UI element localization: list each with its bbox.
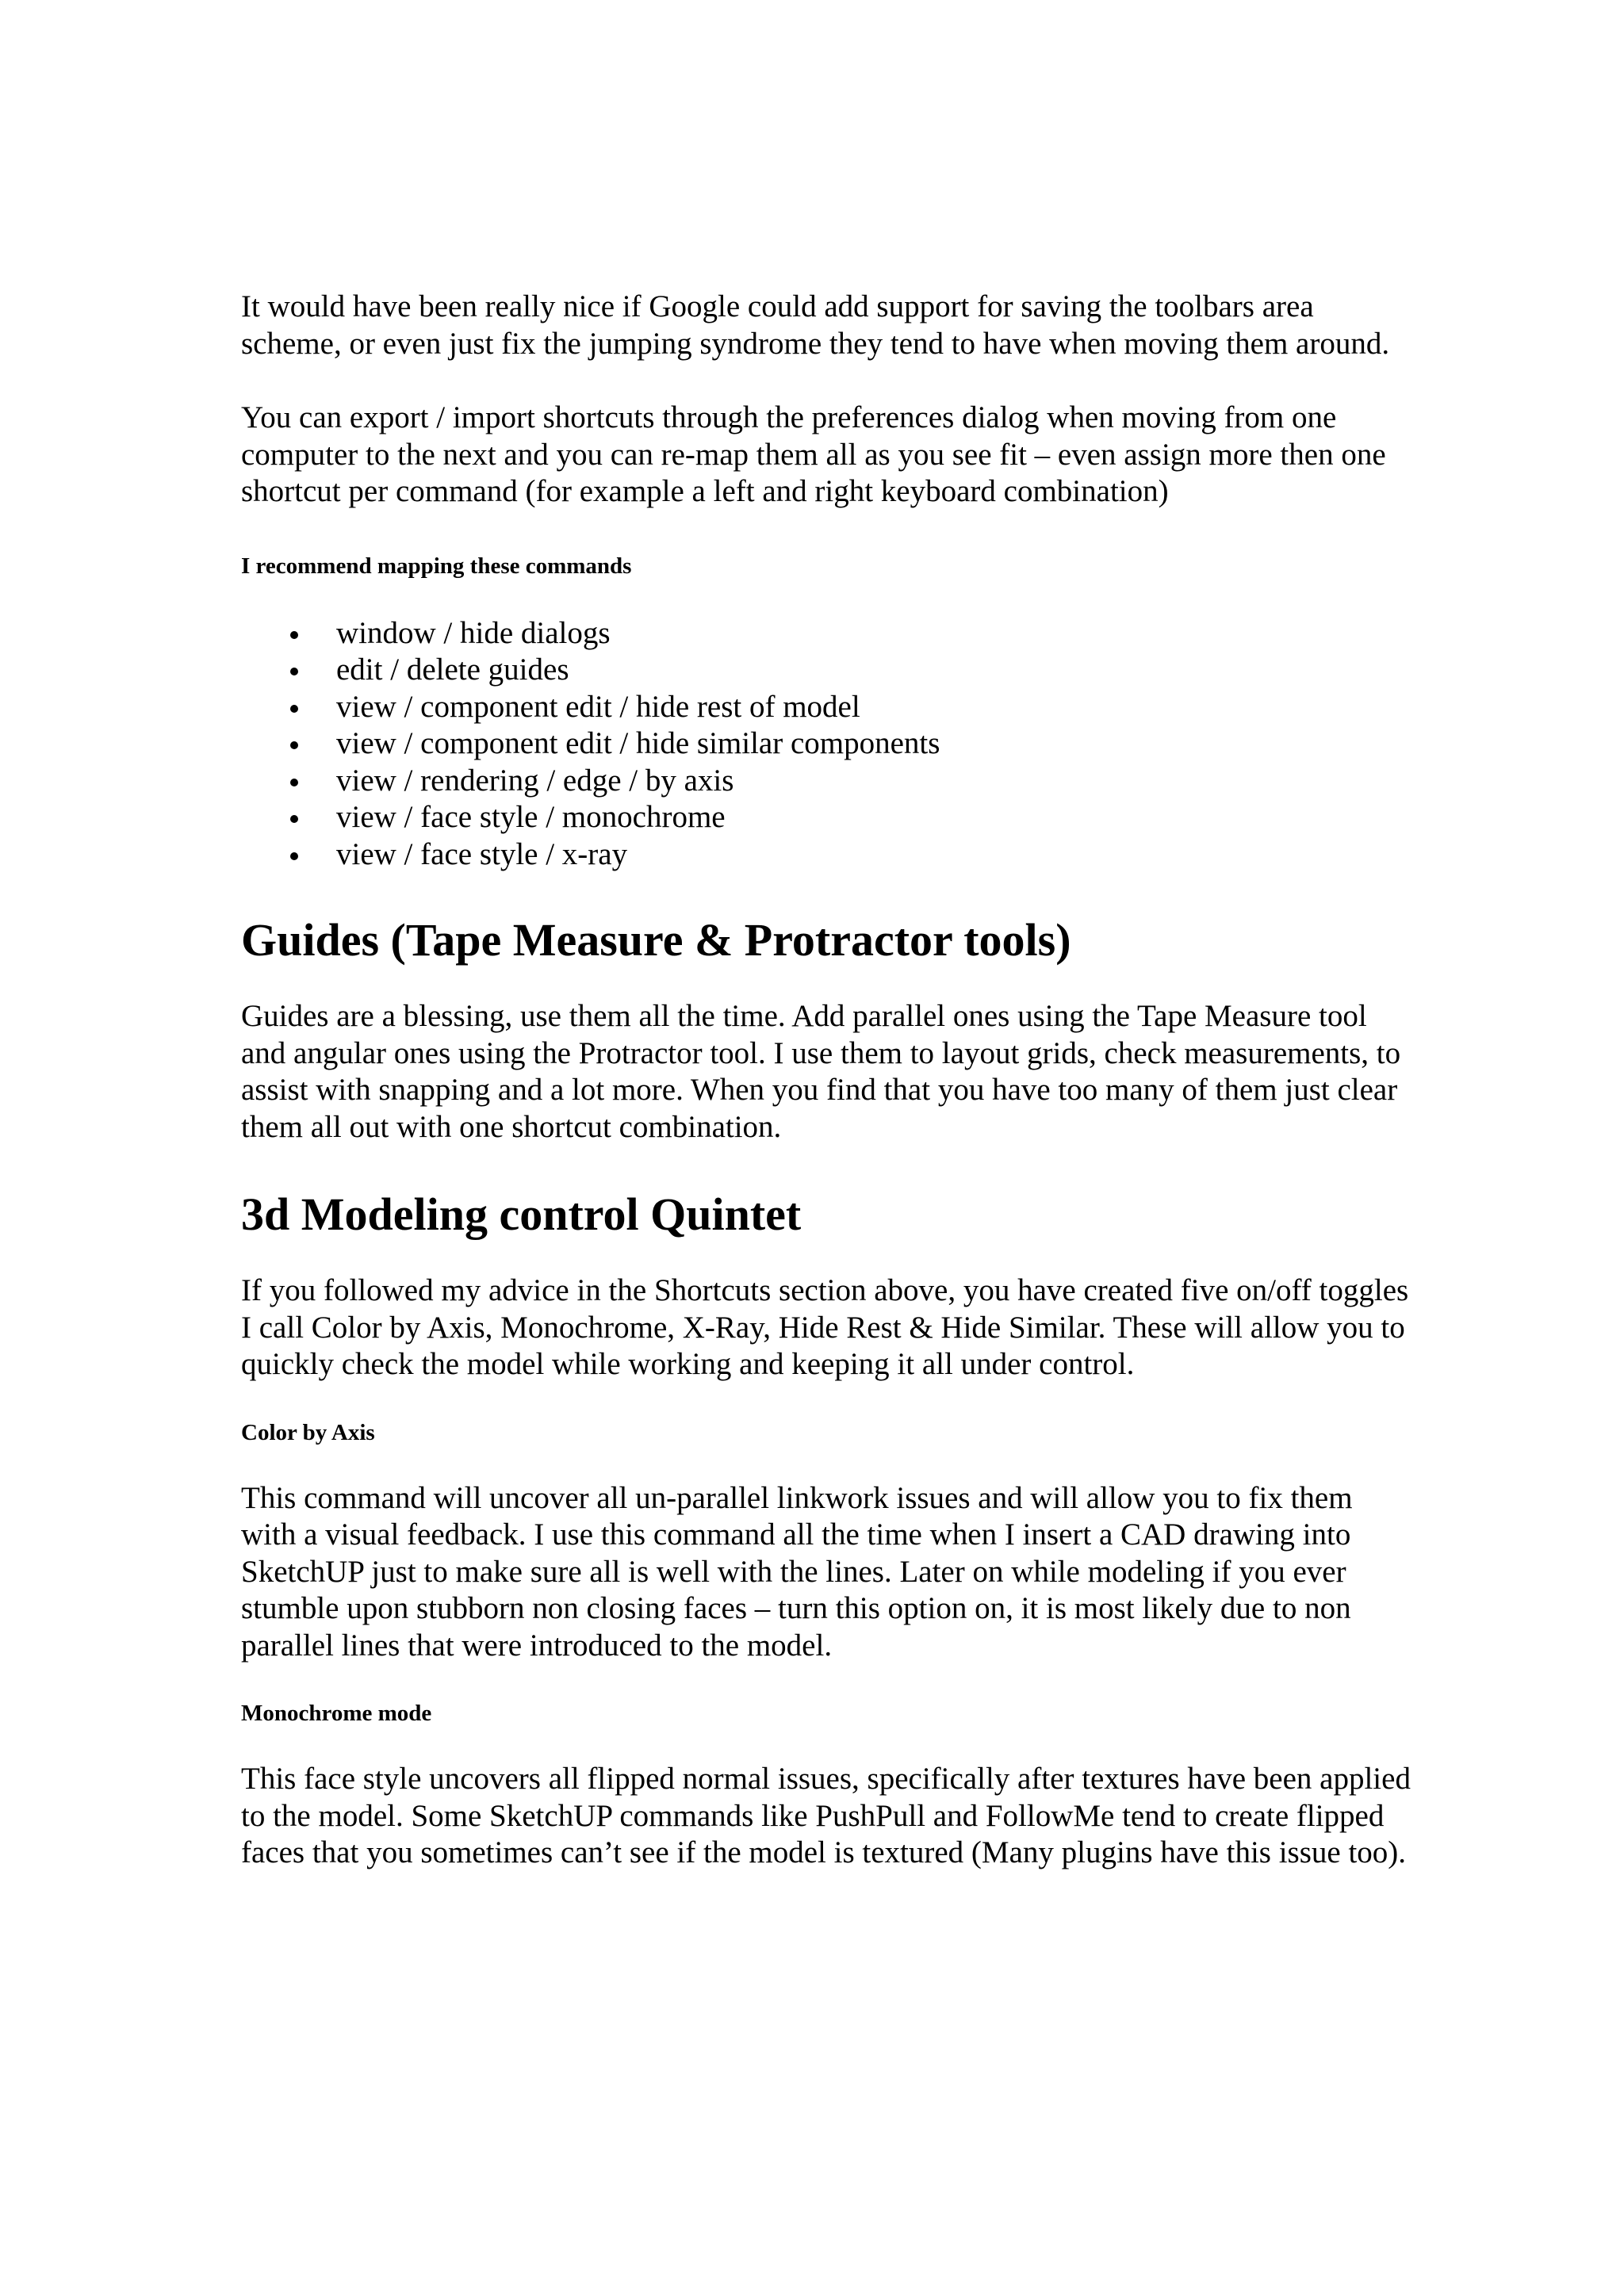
paragraph-color-by-axis: This command will uncover all un-parallel linkwork issues and will allow you to fix them with a visual feedback. I use this command all the time when I insert a CAD drawing into SketchUP just to make sure all is well with the lines. Later on while modeling if you ever stumble upon stubborn non closing faces – turn this option on, it is most likely due to non parallel lines that were introduced to the model. — [241, 1480, 1353, 1663]
list-item — [241, 725, 1415, 763]
subhead-color-by-axis: Color by Axis — [241, 1419, 375, 1445]
list-item-text: view / face style / x-ray — [336, 836, 628, 871]
bullet-icon — [290, 668, 298, 675]
bullet-icon — [290, 815, 298, 823]
paragraph-monochrome: This face style uncovers all flipped normal issues, specifically after textures have been applied to the model. Some SketchUP commands like PushPull and FollowMe tend to create flipped faces that you sometimes can’t see if the model is textured (Many plugins have this issue too). — [241, 1762, 1411, 1869]
bullet-icon — [290, 631, 298, 639]
list-item-text: view / rendering / edge / by axis — [336, 763, 734, 798]
list-item — [241, 615, 1415, 652]
list-item-text: view / face style / monochrome — [336, 800, 726, 834]
document-page — [241, 289, 1415, 1872]
bullet-icon — [290, 852, 298, 860]
list-item — [241, 689, 1415, 726]
list-item — [241, 652, 1415, 689]
list-item-text: window / hide dialogs — [336, 615, 611, 650]
list-item — [241, 836, 1415, 874]
subhead-monochrome: Monochrome mode — [241, 1701, 432, 1726]
bullet-icon — [290, 741, 298, 749]
heading-guides: Guides (Tape Measure & Protractor tools) — [241, 914, 1071, 966]
list-item — [241, 763, 1415, 800]
command-list — [241, 615, 1415, 874]
bullet-icon — [290, 779, 298, 786]
subhead-recommend: I recommend mapping these commands — [241, 553, 632, 579]
bullet-icon — [290, 705, 298, 713]
paragraph-toolbars: It would have been really nice if Google could add support for saving the toolbars area scheme, or even just fix the jumping syndrome they tend to have when moving them around. — [241, 289, 1390, 361]
list-item-text: view / component edit / hide similar components — [336, 726, 940, 760]
paragraph-shortcuts: You can export / import shortcuts through the preferences dialog when moving from one computer to the next and you can re-map them all as you see fit – even assign more then one shortcut per command (for example a left and right keyboard combination) — [241, 400, 1386, 508]
list-item-text: edit / delete guides — [336, 652, 569, 687]
list-item-text: view / component edit / hide rest of model — [336, 689, 860, 724]
heading-quintet: 3d Modeling control Quintet — [241, 1188, 802, 1240]
paragraph-quintet: If you followed my advice in the Shortcuts section above, you have created five on/off toggles I call Color by Axis, Monochrome, X-Ray, Hide Rest & Hide Similar. These will allow you to quickly check the model while working and keeping it all under control. — [241, 1273, 1409, 1381]
list-item — [241, 799, 1415, 836]
paragraph-guides: Guides are a blessing, use them all the time. Add parallel ones using the Tape Measure tool and angular ones using the Protractor tool. I use them to layout grids, check measurements, to assist with snapping and a lot more. When you find that you have too many of them just clear them all out with one shortcut combination. — [241, 999, 1401, 1144]
